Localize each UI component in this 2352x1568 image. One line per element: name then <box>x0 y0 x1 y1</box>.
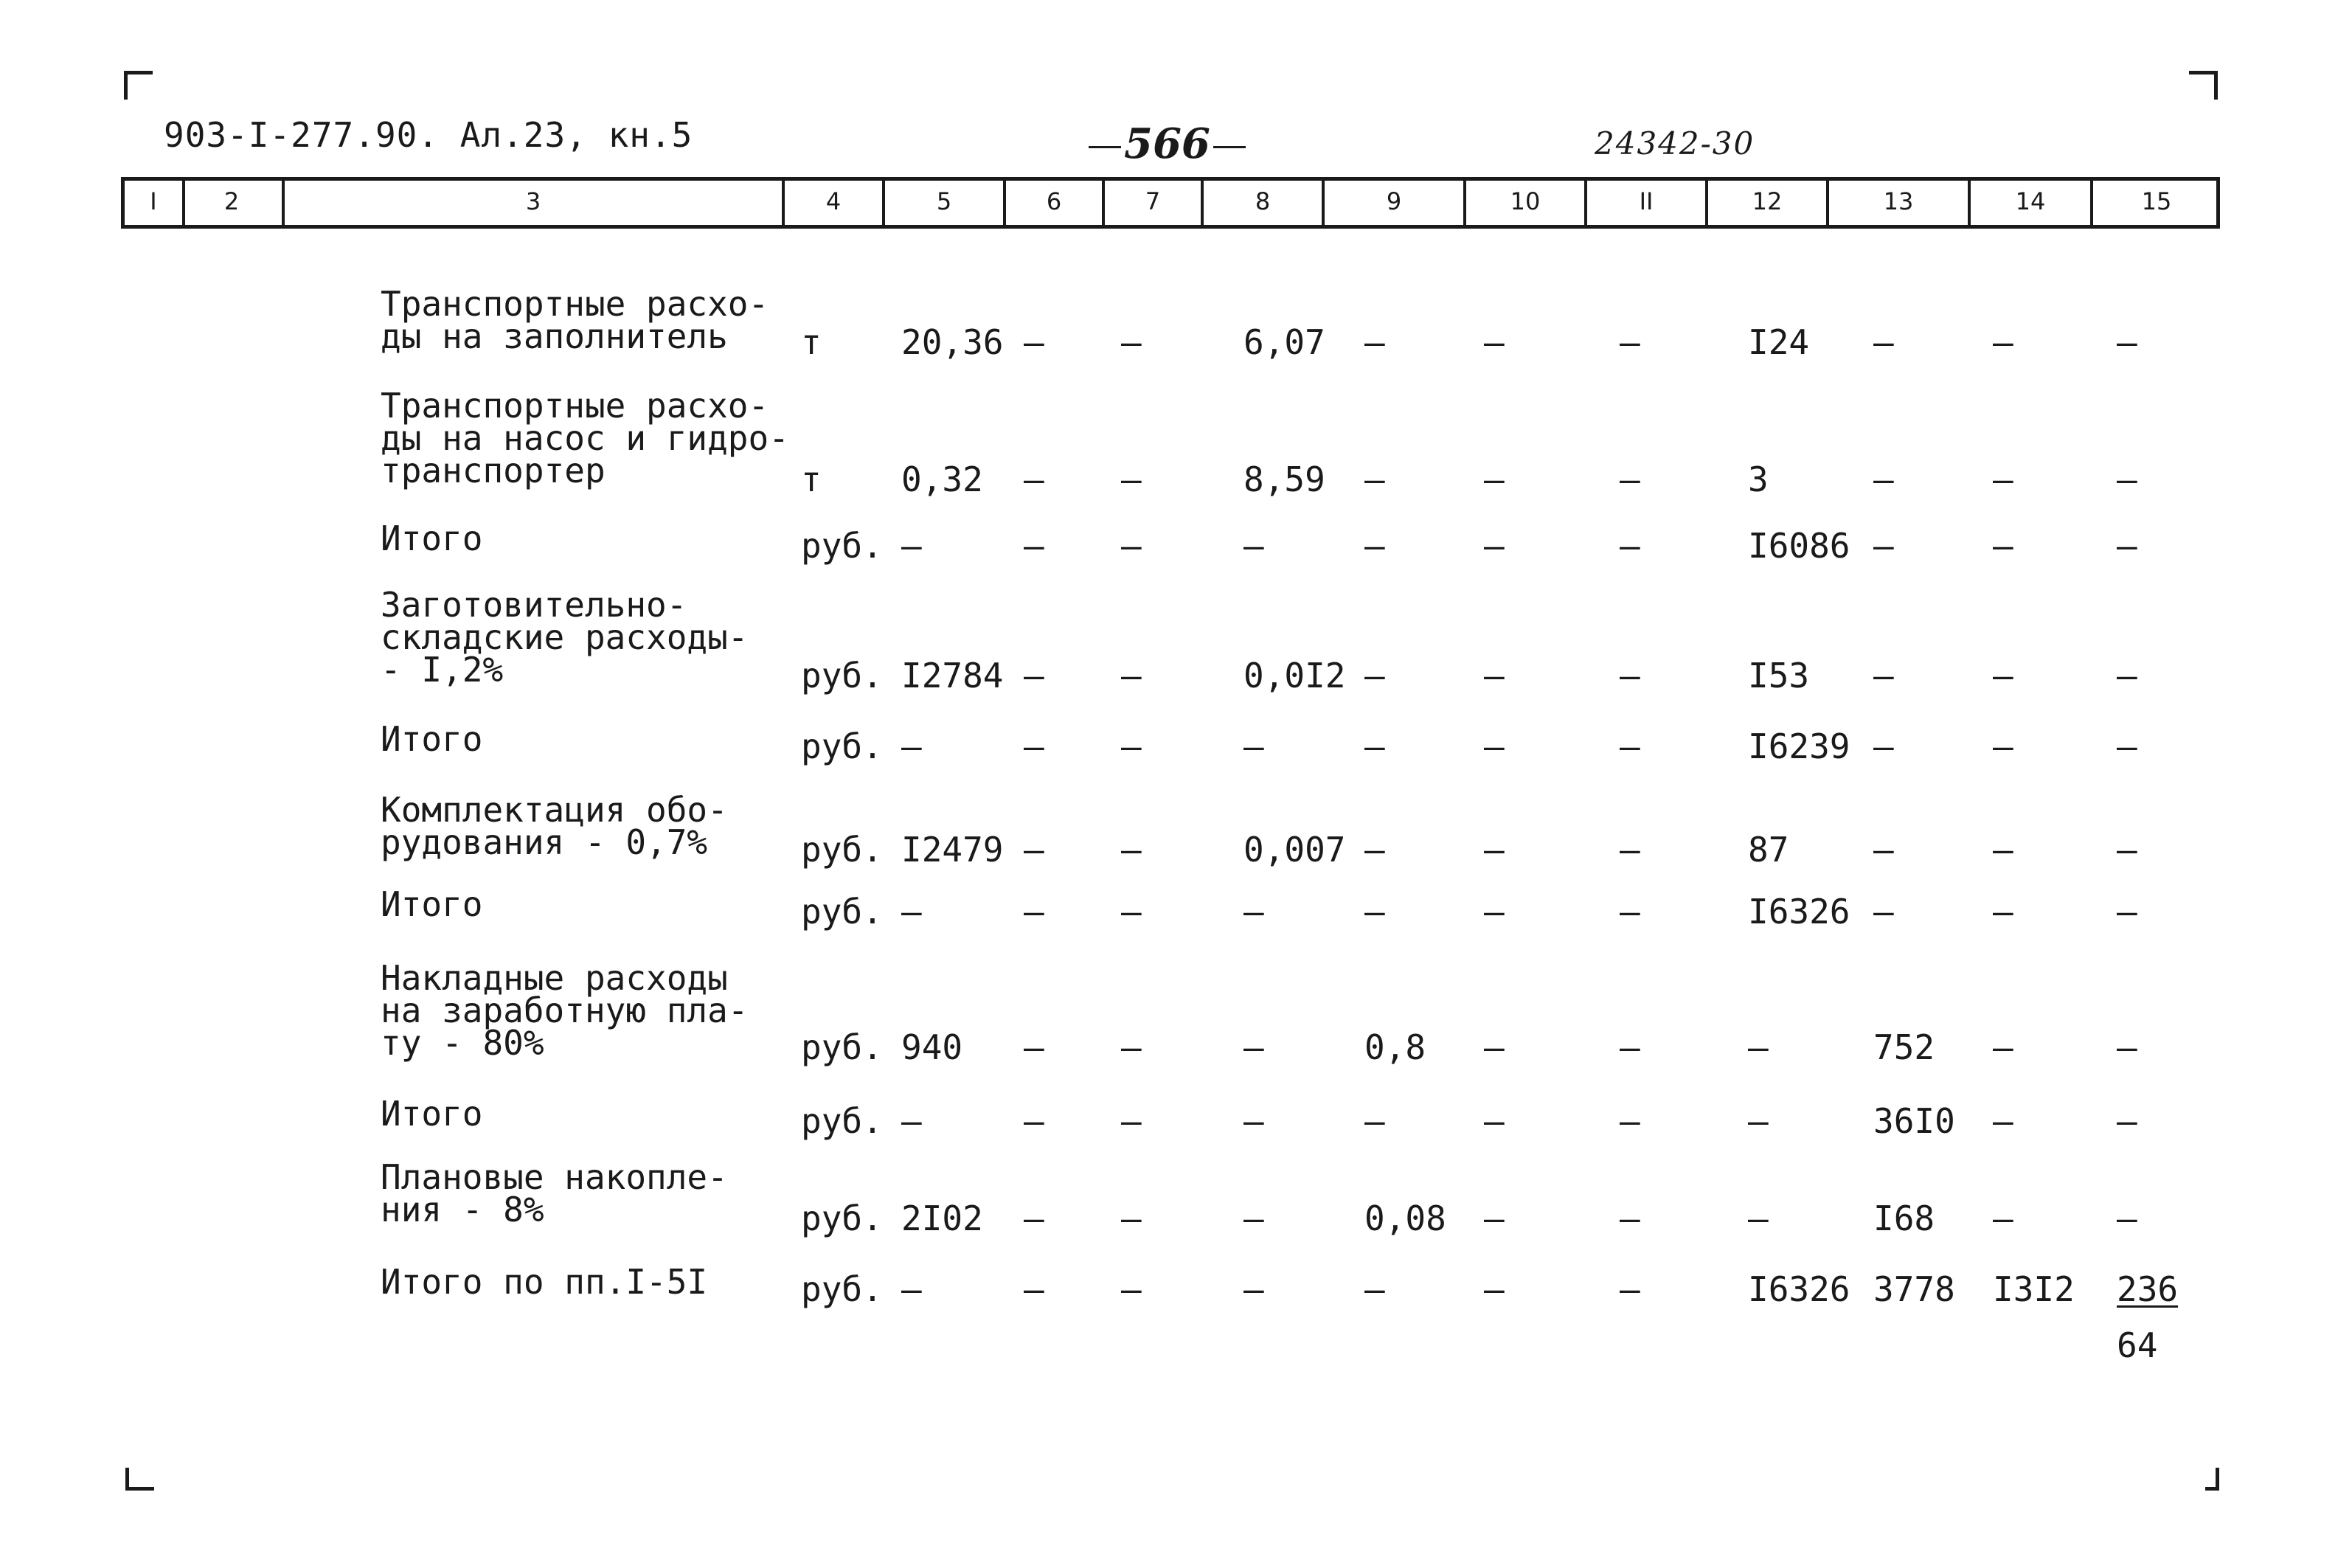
cell-col-15: – <box>2117 1101 2137 1141</box>
cell-col-14: I3I2 <box>1993 1269 2075 1309</box>
cell-col-10: – <box>1484 1027 1505 1067</box>
cell-col-12: 87 <box>1748 830 1789 870</box>
row-unit: руб. <box>801 726 883 766</box>
cell-col-13: 36I0 <box>1873 1101 1955 1141</box>
cell-col-15: – <box>2117 726 2137 766</box>
row-label: Итого <box>381 518 483 558</box>
row-unit: руб. <box>801 1027 883 1067</box>
cell-col-13: – <box>1873 726 1894 766</box>
row-label: Транспортные расхо- ды на заполнитель <box>381 284 769 356</box>
cell-col-12: I6239 <box>1748 726 1850 766</box>
column-number-4: 4 <box>785 181 885 225</box>
cell-col-8: – <box>1243 526 1264 566</box>
cell-col-5: 2I02 <box>901 1198 983 1238</box>
cell-col-14: – <box>1993 526 2013 566</box>
cell-col-9: – <box>1364 526 1385 566</box>
column-number-6: 6 <box>1006 181 1105 225</box>
cell-col-7: – <box>1121 656 1142 695</box>
cell-col-14: – <box>1993 1198 2013 1238</box>
cell-col-12: – <box>1748 1101 1769 1141</box>
cell-col-15: – <box>2117 459 2137 499</box>
cell-col-11: – <box>1620 526 1640 566</box>
cell-col-15: – <box>2117 830 2137 870</box>
cell-col-12: I6086 <box>1748 526 1850 566</box>
cell-col-8: – <box>1243 1027 1264 1067</box>
cell-col-9: 0,08 <box>1364 1198 1446 1238</box>
column-number-12: 12 <box>1708 181 1829 225</box>
row-label: Итого <box>381 719 483 759</box>
cell-col-7: – <box>1121 1101 1142 1141</box>
cell-col-10: – <box>1484 892 1505 932</box>
cell-col-14: – <box>1993 892 2013 932</box>
row-unit: т <box>801 459 822 499</box>
cell-col-6: – <box>1024 1198 1044 1238</box>
cell-col-5: I2784 <box>901 656 1004 695</box>
cell-col-12: – <box>1748 1027 1769 1067</box>
cell-col-5: 940 <box>901 1027 963 1067</box>
crop-mark-top-right <box>2189 71 2218 100</box>
column-number-8: 8 <box>1204 181 1325 225</box>
cell-col-14: – <box>1993 459 2013 499</box>
cell-col-13: – <box>1873 830 1894 870</box>
cell-col-14: – <box>1993 656 2013 695</box>
cell-col-11: – <box>1620 459 1640 499</box>
cell-col-7: – <box>1121 459 1142 499</box>
row-unit: руб. <box>801 526 883 566</box>
column-number-7: 7 <box>1105 181 1204 225</box>
cell-col-11: – <box>1620 1269 1640 1309</box>
cell-col-7: – <box>1121 322 1142 362</box>
cell-col-7: – <box>1121 892 1142 932</box>
row-unit: т <box>801 322 822 362</box>
cell-col-11: – <box>1620 1101 1640 1141</box>
cell-col-13: 3778 <box>1873 1269 1955 1309</box>
column-number-9: 9 <box>1325 181 1466 225</box>
cell-col-15-subvalue: 64 <box>2117 1325 2158 1365</box>
cell-col-7: – <box>1121 526 1142 566</box>
cell-col-11: – <box>1620 1027 1640 1067</box>
cell-col-13: – <box>1873 322 1894 362</box>
cell-col-6: – <box>1024 526 1044 566</box>
cell-col-7: – <box>1121 726 1142 766</box>
cell-col-6: – <box>1024 1269 1044 1309</box>
cell-col-15: – <box>2117 892 2137 932</box>
cell-col-14: – <box>1993 726 2013 766</box>
row-label: Транспортные расхо- ды на насос и гидро- транспортер <box>381 386 789 490</box>
cell-col-12: I24 <box>1748 322 1810 362</box>
cell-col-11: – <box>1620 892 1640 932</box>
row-label: Итого <box>381 884 483 924</box>
cell-col-11: – <box>1620 726 1640 766</box>
cell-col-15: – <box>2117 656 2137 695</box>
cell-col-11: – <box>1620 322 1640 362</box>
cell-col-6: – <box>1024 892 1044 932</box>
cell-col-15: – <box>2117 526 2137 566</box>
row-unit: руб. <box>801 1198 883 1238</box>
row-unit: руб. <box>801 1101 883 1141</box>
column-number-2: 2 <box>181 181 285 225</box>
cell-col-8: – <box>1243 1269 1264 1309</box>
row-unit: руб. <box>801 892 883 932</box>
cell-col-9: – <box>1364 322 1385 362</box>
cell-col-8: 8,59 <box>1243 459 1325 499</box>
row-unit: руб. <box>801 1269 883 1309</box>
crop-mark-top-left <box>124 71 153 100</box>
cell-col-5: – <box>901 892 922 932</box>
cell-col-10: – <box>1484 322 1505 362</box>
cell-col-7: – <box>1121 1198 1142 1238</box>
column-number-header <box>121 177 2220 229</box>
column-number-15: 15 <box>2141 187 2172 215</box>
cell-col-13: I68 <box>1873 1198 1935 1238</box>
cell-col-12: I6326 <box>1748 1269 1850 1309</box>
cell-col-9: 0,8 <box>1364 1027 1426 1067</box>
cell-col-5: I2479 <box>901 830 1004 870</box>
cell-col-10: – <box>1484 1269 1505 1309</box>
cell-col-5: – <box>901 726 922 766</box>
cell-col-8: 6,07 <box>1243 322 1325 362</box>
cell-col-13: 752 <box>1873 1027 1935 1067</box>
row-label: Накладные расходы на заработную пла- ту - 80% <box>381 958 749 1063</box>
row-unit: руб. <box>801 656 883 695</box>
crop-mark-bottom-right <box>2205 1468 2219 1491</box>
column-number-5: 5 <box>885 181 1006 225</box>
cell-col-6: – <box>1024 656 1044 695</box>
cell-col-12: 3 <box>1748 459 1769 499</box>
archive-number: 24342-30 <box>1595 125 1755 162</box>
row-label: Заготовительно- складские расходы- - I,2% <box>381 585 749 690</box>
cell-col-6: – <box>1024 830 1044 870</box>
cell-col-8: – <box>1243 1198 1264 1238</box>
column-number-1: I <box>125 181 185 225</box>
cell-col-15: 236 <box>2117 1269 2179 1309</box>
cell-col-9: – <box>1364 830 1385 870</box>
row-label: Плановые накопле- ния - 8% <box>381 1157 728 1229</box>
column-number-11: II <box>1587 181 1708 225</box>
cell-col-9: – <box>1364 892 1385 932</box>
cell-col-7: – <box>1121 1027 1142 1067</box>
cell-col-6: – <box>1024 1027 1044 1067</box>
cell-col-14: – <box>1993 830 2013 870</box>
cell-col-11: – <box>1620 1198 1640 1238</box>
cell-col-8: – <box>1243 726 1264 766</box>
cell-col-6: – <box>1024 726 1044 766</box>
cell-col-5: – <box>901 1101 922 1141</box>
cell-col-13: – <box>1873 459 1894 499</box>
row-unit: руб. <box>801 830 883 870</box>
column-number-10: 10 <box>1466 181 1587 225</box>
cell-col-11: – <box>1620 830 1640 870</box>
cell-col-7: – <box>1121 1269 1142 1309</box>
cell-col-8: 0,007 <box>1243 830 1346 870</box>
cell-col-5: – <box>901 526 922 566</box>
cell-col-11: – <box>1620 656 1640 695</box>
cell-col-14: – <box>1993 1101 2013 1141</box>
cell-col-13: – <box>1873 892 1894 932</box>
cell-col-6: – <box>1024 459 1044 499</box>
cell-col-9: – <box>1364 726 1385 766</box>
cell-col-13: – <box>1873 656 1894 695</box>
cell-col-10: – <box>1484 526 1505 566</box>
cell-col-6: – <box>1024 1101 1044 1141</box>
column-number-13: 13 <box>1829 181 1971 225</box>
cell-col-15: – <box>2117 1027 2137 1067</box>
page-number: 566 <box>1086 119 1249 168</box>
cell-col-9: – <box>1364 1101 1385 1141</box>
cell-col-5: 0,32 <box>901 459 983 499</box>
cell-col-7: – <box>1121 830 1142 870</box>
cell-col-12: I6326 <box>1748 892 1850 932</box>
cell-col-15: – <box>2117 1198 2137 1238</box>
cell-col-10: – <box>1484 1198 1505 1238</box>
column-number-3: 3 <box>285 181 785 225</box>
cell-col-5: – <box>901 1269 922 1309</box>
cell-col-5: 20,36 <box>901 322 1004 362</box>
cell-col-6: – <box>1024 322 1044 362</box>
cell-col-13: – <box>1873 526 1894 566</box>
cell-col-14: – <box>1993 1027 2013 1067</box>
row-label: Итого по пп.I-5I <box>381 1262 708 1302</box>
cell-col-8: – <box>1243 892 1264 932</box>
cell-col-12: I53 <box>1748 656 1810 695</box>
cell-col-9: – <box>1364 1269 1385 1309</box>
cell-col-15: – <box>2117 322 2137 362</box>
row-label: Итого <box>381 1094 483 1134</box>
cell-col-12: – <box>1748 1198 1769 1238</box>
cell-col-10: – <box>1484 656 1505 695</box>
cell-col-9: – <box>1364 459 1385 499</box>
cell-col-10: – <box>1484 1101 1505 1141</box>
cell-col-8: – <box>1243 1101 1264 1141</box>
crop-mark-bottom-left <box>125 1468 154 1491</box>
cell-col-9: – <box>1364 656 1385 695</box>
document-code: 903-I-277.90. Ал.23, кн.5 <box>164 115 693 155</box>
column-number-14: 14 <box>1971 181 2093 225</box>
row-label: Комплектация обо- рудования - 0,7% <box>381 790 728 862</box>
cell-col-10: – <box>1484 459 1505 499</box>
cell-col-10: – <box>1484 830 1505 870</box>
cell-col-14: – <box>1993 322 2013 362</box>
cell-col-8: 0,0I2 <box>1243 656 1346 695</box>
cell-col-10: – <box>1484 726 1505 766</box>
